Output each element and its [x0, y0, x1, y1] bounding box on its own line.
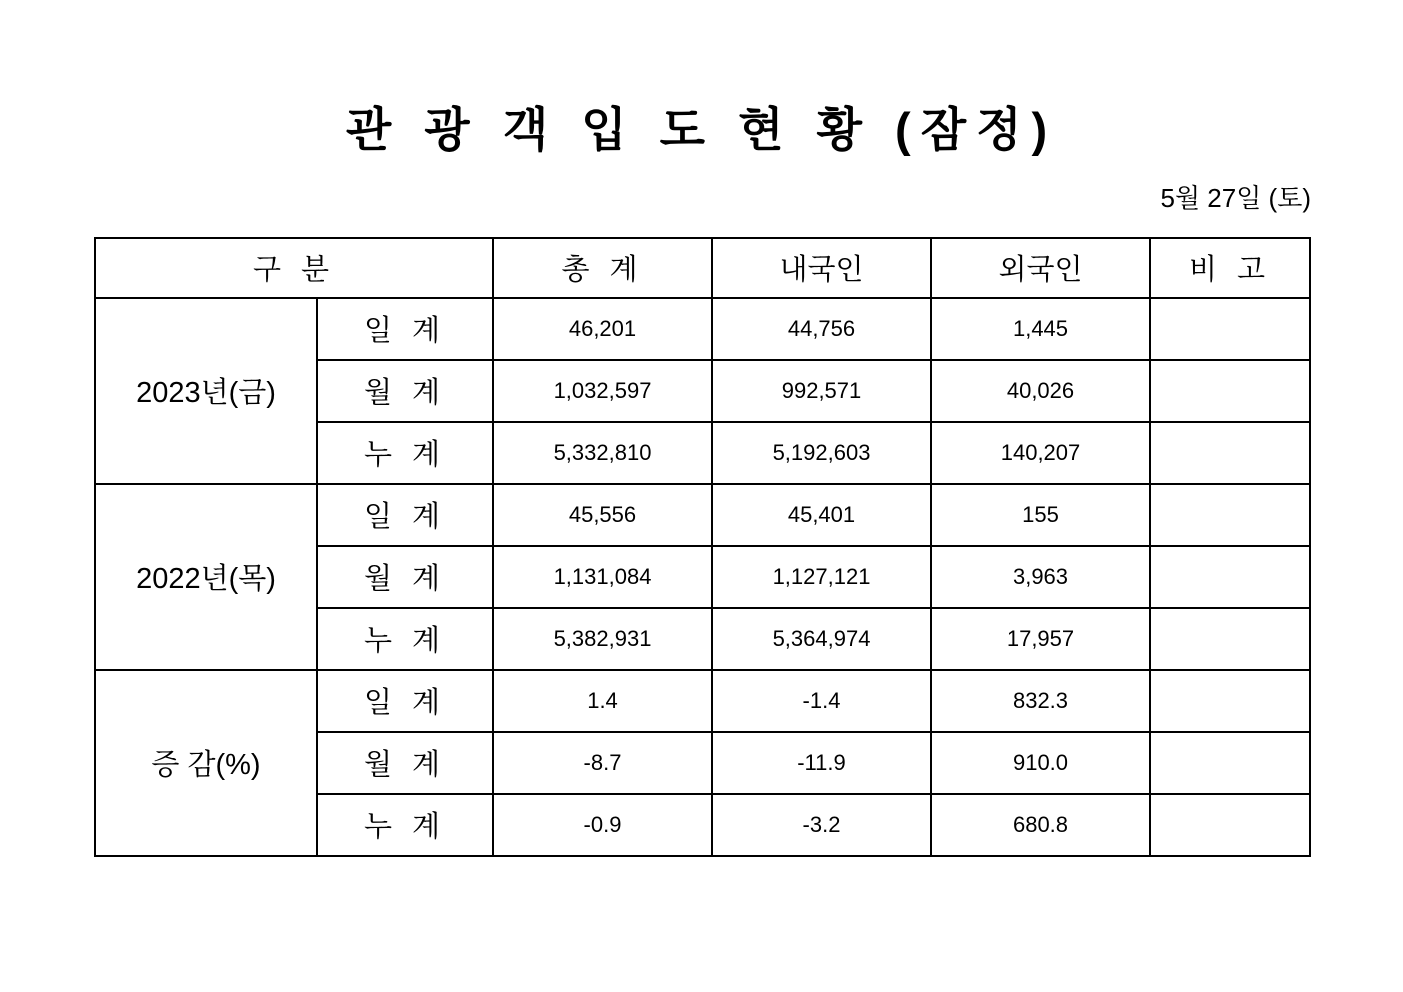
- table-header-row: [95, 238, 1310, 298]
- value-domestic: -11.9: [712, 732, 931, 794]
- value-total: 45,556: [493, 484, 712, 546]
- value-total: -8.7: [493, 732, 712, 794]
- group-label-2023: 2023년(금): [95, 298, 317, 484]
- table-row: [95, 298, 1310, 360]
- value-total: 1,131,084: [493, 546, 712, 608]
- value-note: [1150, 546, 1310, 608]
- value-foreign: 17,957: [931, 608, 1150, 670]
- value-domestic: 1,127,121: [712, 546, 931, 608]
- value-note: [1150, 484, 1310, 546]
- sub-label: 일 계: [317, 484, 493, 546]
- value-foreign: 910.0: [931, 732, 1150, 794]
- sub-label: 월 계: [317, 360, 493, 422]
- value-note: [1150, 732, 1310, 794]
- report-date: 5월 27일 (토): [1160, 182, 1311, 213]
- table-row: [95, 484, 1310, 546]
- value-domestic: -1.4: [712, 670, 931, 732]
- value-note: [1150, 670, 1310, 732]
- value-foreign: 1,445: [931, 298, 1150, 360]
- value-foreign: 832.3: [931, 670, 1150, 732]
- tourist-arrivals-table: [94, 237, 1311, 857]
- value-foreign: 140,207: [931, 422, 1150, 484]
- value-note: [1150, 298, 1310, 360]
- sub-label: 누 계: [317, 794, 493, 856]
- value-total: 5,382,931: [493, 608, 712, 670]
- value-domestic: 5,192,603: [712, 422, 931, 484]
- sub-label: 월 계: [317, 546, 493, 608]
- value-note: [1150, 794, 1310, 856]
- value-note: [1150, 422, 1310, 484]
- sub-label: 일 계: [317, 670, 493, 732]
- value-domestic: 5,364,974: [712, 608, 931, 670]
- page-title: 관 광 객 입 도 현 황 (잠정): [345, 103, 1058, 156]
- sub-label: 누 계: [317, 608, 493, 670]
- table-row: [95, 670, 1310, 732]
- value-note: [1150, 360, 1310, 422]
- group-label-2022: 2022년(목): [95, 484, 317, 670]
- table-body: [95, 298, 1310, 856]
- header-domestic: 내국인: [712, 238, 931, 298]
- sub-label: 누 계: [317, 422, 493, 484]
- value-total: 1,032,597: [493, 360, 712, 422]
- value-total: 1.4: [493, 670, 712, 732]
- header-foreign: 외국인: [931, 238, 1150, 298]
- value-note: [1150, 608, 1310, 670]
- value-foreign: 680.8: [931, 794, 1150, 856]
- group-label-change: 증 감(%): [95, 670, 317, 856]
- header-total: 총 계: [493, 238, 712, 298]
- sub-label: 일 계: [317, 298, 493, 360]
- value-foreign: 40,026: [931, 360, 1150, 422]
- table-header: [95, 238, 1310, 298]
- header-note: 비 고: [1150, 238, 1310, 298]
- value-foreign: 3,963: [931, 546, 1150, 608]
- value-domestic: 45,401: [712, 484, 931, 546]
- value-domestic: 992,571: [712, 360, 931, 422]
- header-category: 구 분: [95, 238, 493, 298]
- value-total: -0.9: [493, 794, 712, 856]
- value-total: 46,201: [493, 298, 712, 360]
- value-foreign: 155: [931, 484, 1150, 546]
- sub-label: 월 계: [317, 732, 493, 794]
- value-domestic: 44,756: [712, 298, 931, 360]
- value-domestic: -3.2: [712, 794, 931, 856]
- statistics-table-wrapper: [0, 215, 1403, 857]
- value-total: 5,332,810: [493, 422, 712, 484]
